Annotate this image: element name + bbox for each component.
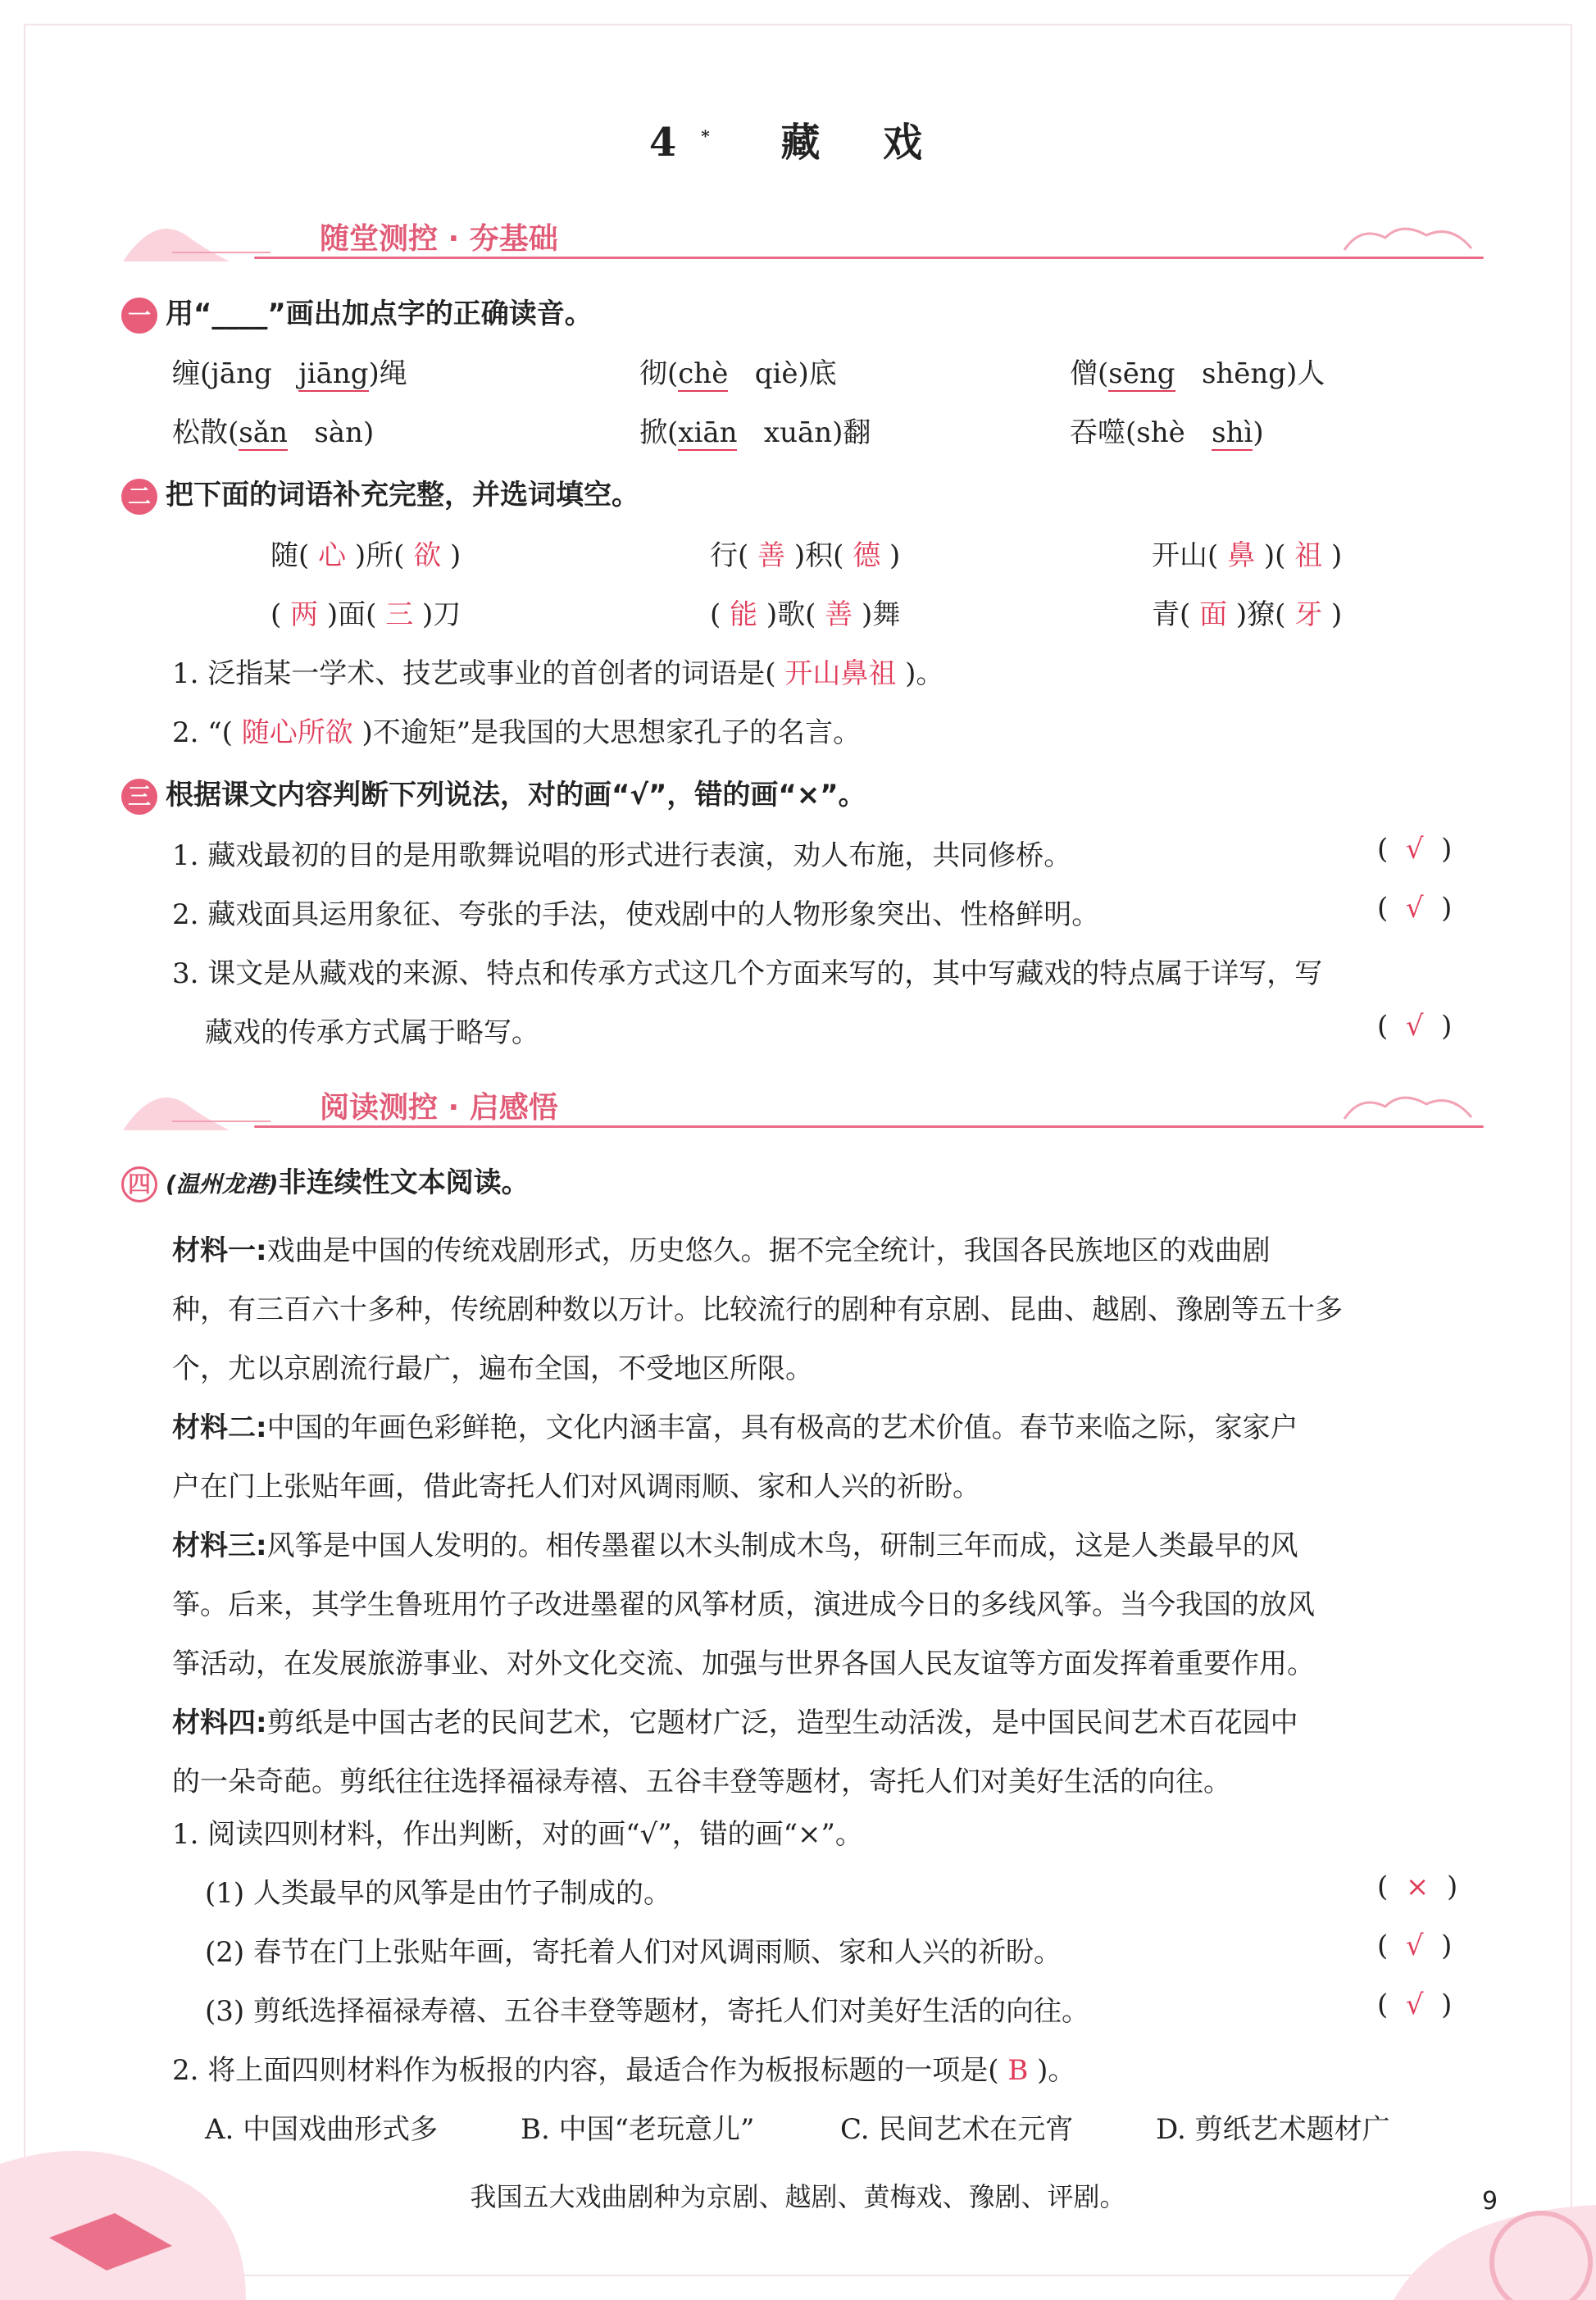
fill-answer: 祖: [1294, 539, 1323, 572]
q4-sub1-item-3: (3) 剪纸选择福禄寿禧、五谷丰登等题材，寄托人们对美好生活的向往。: [205, 1995, 1089, 2028]
q2-prompt: [121, 472, 639, 515]
q4-sub2-option-c: C. 民间艺术在元宵: [840, 2113, 1074, 2146]
q1-prompt-text: 用“____”画出加点字的正确读音。: [166, 298, 593, 330]
q1-prompt: [121, 291, 593, 334]
q3-prompt: [121, 772, 866, 815]
lesson-name: 藏 戏: [780, 120, 948, 166]
q4-sub2-option-d: D. 剪纸艺术题材广: [1156, 2113, 1390, 2146]
q4-sub2-option-b: B. 中国“老玩意儿”: [521, 2113, 755, 2146]
hill-icon: [123, 1081, 230, 1130]
q4-sub1-item-1: (1) 人类最早的风筝是由竹子制成的。: [205, 1877, 671, 1910]
q2-word-1: 随( 心 )所( 欲 ): [271, 539, 462, 572]
option-b-correct: jiāng: [298, 357, 369, 390]
q2-word-2: 行( 善 )积( 德 ): [710, 539, 901, 572]
choice-answer: B: [1007, 2054, 1029, 2087]
option-b: qiè: [754, 357, 798, 390]
q1-item-4: 松散(sǎn sàn): [172, 416, 375, 449]
fill-answer: 开山鼻祖: [784, 657, 897, 690]
check-mark: √: [1405, 1930, 1424, 1962]
cloud-icon: [1336, 217, 1476, 258]
material-3: 材料三:风筝是中国人发明的。相传墨翟以木头制成木鸟，研制三年而成，这是人类最早的风 筝。后来，其学生鲁班用竹子改进墨翟的风筝材质，演进成今日的多线风筝。当今我国的放风 筝活动，在发展旅游事业、对外文化交流、加强与世界各国人民友谊等方面发挥着重要作用。: [172, 1530, 1315, 1680]
q4-badge: 四: [121, 1166, 157, 1202]
check-mark: √: [1405, 833, 1424, 866]
footer-note: 我国五大戏曲剧种为京剧、越剧、黄梅戏、豫剧、评剧。: [470, 2181, 1126, 2212]
section-banner-basic: [123, 201, 1484, 275]
fill-answer: 鼻: [1227, 539, 1256, 572]
fill-answer: 德: [853, 539, 881, 572]
q4-prompt: [121, 1160, 530, 1202]
fill-answer: 两: [290, 598, 319, 631]
q3-item-3: 3. 课文是从藏戏的来源、特点和传承方式这几个方面来写的，其中写藏戏的特点属于详写，写: [172, 957, 1323, 990]
fill-answer: 心: [318, 539, 347, 572]
q1-item-2: 彻(chè qiè)底: [639, 357, 837, 390]
material-4: 材料四:剪纸是中国古老的民间艺术，它题材广泛，造型生动活泼，是中国民间艺术百花园中 的一朵奇葩。剪纸往往选择福禄寿禧、五谷丰登等题材，寄托人们对美好生活的向往。: [172, 1707, 1298, 1798]
banner-title-basic: 随堂测控 · 夯基础: [320, 222, 558, 256]
q2-sentence-1: 1. 泛指某一学术、技艺或事业的首创者的词语是( 开山鼻祖 )。: [172, 657, 944, 690]
q2-word-6: 青( 面 )獠( 牙 ): [1152, 598, 1343, 631]
q1-badge: 一: [121, 298, 157, 334]
q3-item-2: 2. 藏戏面具运用象征、夸张的手法，使戏剧中的人物形象突出、性格鲜明。: [172, 898, 1100, 931]
check-mark: √: [1405, 1010, 1424, 1043]
q3-item-3-line2: 藏戏的传承方式属于略写。: [205, 1016, 539, 1049]
option-b: xuān: [763, 416, 833, 449]
option-a-correct: sǎn: [239, 416, 288, 449]
q4-sub1-answer-2: ( √ ): [1377, 1930, 1453, 1962]
q4-sub2-prompt: 2. 将上面四则材料作为板报的内容，最适合作为板报标题的一项是( B )。: [172, 2054, 1076, 2087]
fill-answer: 善: [757, 539, 786, 572]
q1-item-1: 缠(jāng jiāng)绳: [172, 357, 407, 390]
q2-prompt-text: 把下面的词语补充完整，并选词填空。: [166, 479, 639, 511]
option-a: jāng: [211, 357, 272, 390]
q1-item-3: 僧(sēng shēng)人: [1070, 357, 1325, 390]
hill-icon: [123, 212, 230, 261]
lesson-number: 4: [648, 120, 702, 166]
q3-badge: 三: [121, 779, 157, 815]
q3-item-1: 1. 藏戏最初的目的是用歌舞说唱的形式进行表演，劝人布施，共同修桥。: [172, 839, 1072, 872]
cloud-icon: [1336, 1086, 1476, 1127]
page-number: 9: [1482, 2187, 1498, 2216]
material-1: 材料一:戏曲是中国的传统戏剧形式，历史悠久。据不完全统计，我国各民族地区的戏曲剧 种，有三百六十多种，传统剧种数以万计。比较流行的剧种有京剧、昆曲、越剧、豫剧等五十多 个，尤以京剧流行最广，遍布全国，不受地区所限。: [172, 1234, 1343, 1385]
q4-sub1-prompt: 1. 阅读四则材料，作出判断，对的画“√”，错的画“×”。: [172, 1818, 863, 1851]
q2-word-5: ( 能 )歌( 善 )舞: [710, 598, 901, 631]
q2-word-4: ( 两 )面( 三 )刀: [271, 598, 462, 631]
banner-title-reading: 阅读测控 · 启感悟: [320, 1091, 558, 1125]
option-b: shēng: [1201, 357, 1287, 390]
check-mark: √: [1405, 892, 1424, 925]
bottom-right-cloud-decor: [1394, 2205, 1596, 2300]
fill-answer: 善: [825, 598, 853, 631]
q3-answer-1: ( √ ): [1377, 833, 1453, 866]
fill-answer: 牙: [1294, 598, 1323, 631]
option-a: shè: [1136, 416, 1185, 449]
q3-answer-3: ( √ ): [1377, 1010, 1453, 1043]
fill-answer: 三: [385, 598, 414, 631]
q3-prompt-text: 根据课文内容判断下列说法，对的画“√”，错的画“×”。: [166, 779, 866, 811]
fill-answer: 随心所欲: [241, 716, 353, 749]
q4-region: (温州龙港): [166, 1170, 279, 1198]
material-2: 材料二:中国的年画色彩鲜艳，文化内涵丰富，具有极高的艺术价值。春节来临之际，家家户 户在门上张贴年画，借此寄托人们对风调雨顺、家和人兴的祈盼。: [172, 1411, 1298, 1503]
option-b: sàn: [314, 416, 363, 449]
option-b-correct: shì: [1212, 416, 1253, 449]
q2-badge: 二: [121, 479, 157, 515]
q4-sub1-item-2: (2) 春节在门上张贴年画，寄托着人们对风调雨顺、家和人兴的祈盼。: [205, 1936, 1062, 1969]
q2-word-3: 开山( 鼻 )( 祖 ): [1152, 539, 1343, 572]
cross-mark: ×: [1405, 1870, 1430, 1903]
fill-answer: 能: [730, 598, 758, 631]
q4-sub1-answer-3: ( √ ): [1377, 1989, 1453, 2021]
fill-answer: 欲: [413, 539, 442, 572]
bottom-left-cloud-decor: [0, 2151, 246, 2300]
q4-sub2-option-a: A. 中国戏曲形式多: [205, 2113, 439, 2146]
check-mark: √: [1405, 1989, 1424, 2021]
q2-sentence-2: 2. “( 随心所欲 )不逾矩”是我国的大思想家孔子的名言。: [172, 716, 862, 749]
lesson-title: [0, 111, 1596, 167]
fill-answer: 面: [1199, 598, 1228, 631]
lesson-star: *: [701, 126, 710, 146]
q1-item-6: 吞噬(shè shì): [1070, 416, 1264, 449]
q4-prompt-text: 非连续性文本阅读。: [278, 1166, 530, 1199]
q1-item-5: 掀(xiān xuān)翻: [639, 416, 871, 449]
option-a-correct: xiān: [678, 416, 738, 449]
q4-sub1-answer-1: ( × ): [1377, 1870, 1458, 1903]
q3-answer-2: ( √ ): [1377, 892, 1453, 925]
section-banner-reading: [123, 1070, 1484, 1143]
option-a-correct: sēng: [1108, 357, 1175, 390]
option-a-correct: chè: [678, 357, 729, 390]
